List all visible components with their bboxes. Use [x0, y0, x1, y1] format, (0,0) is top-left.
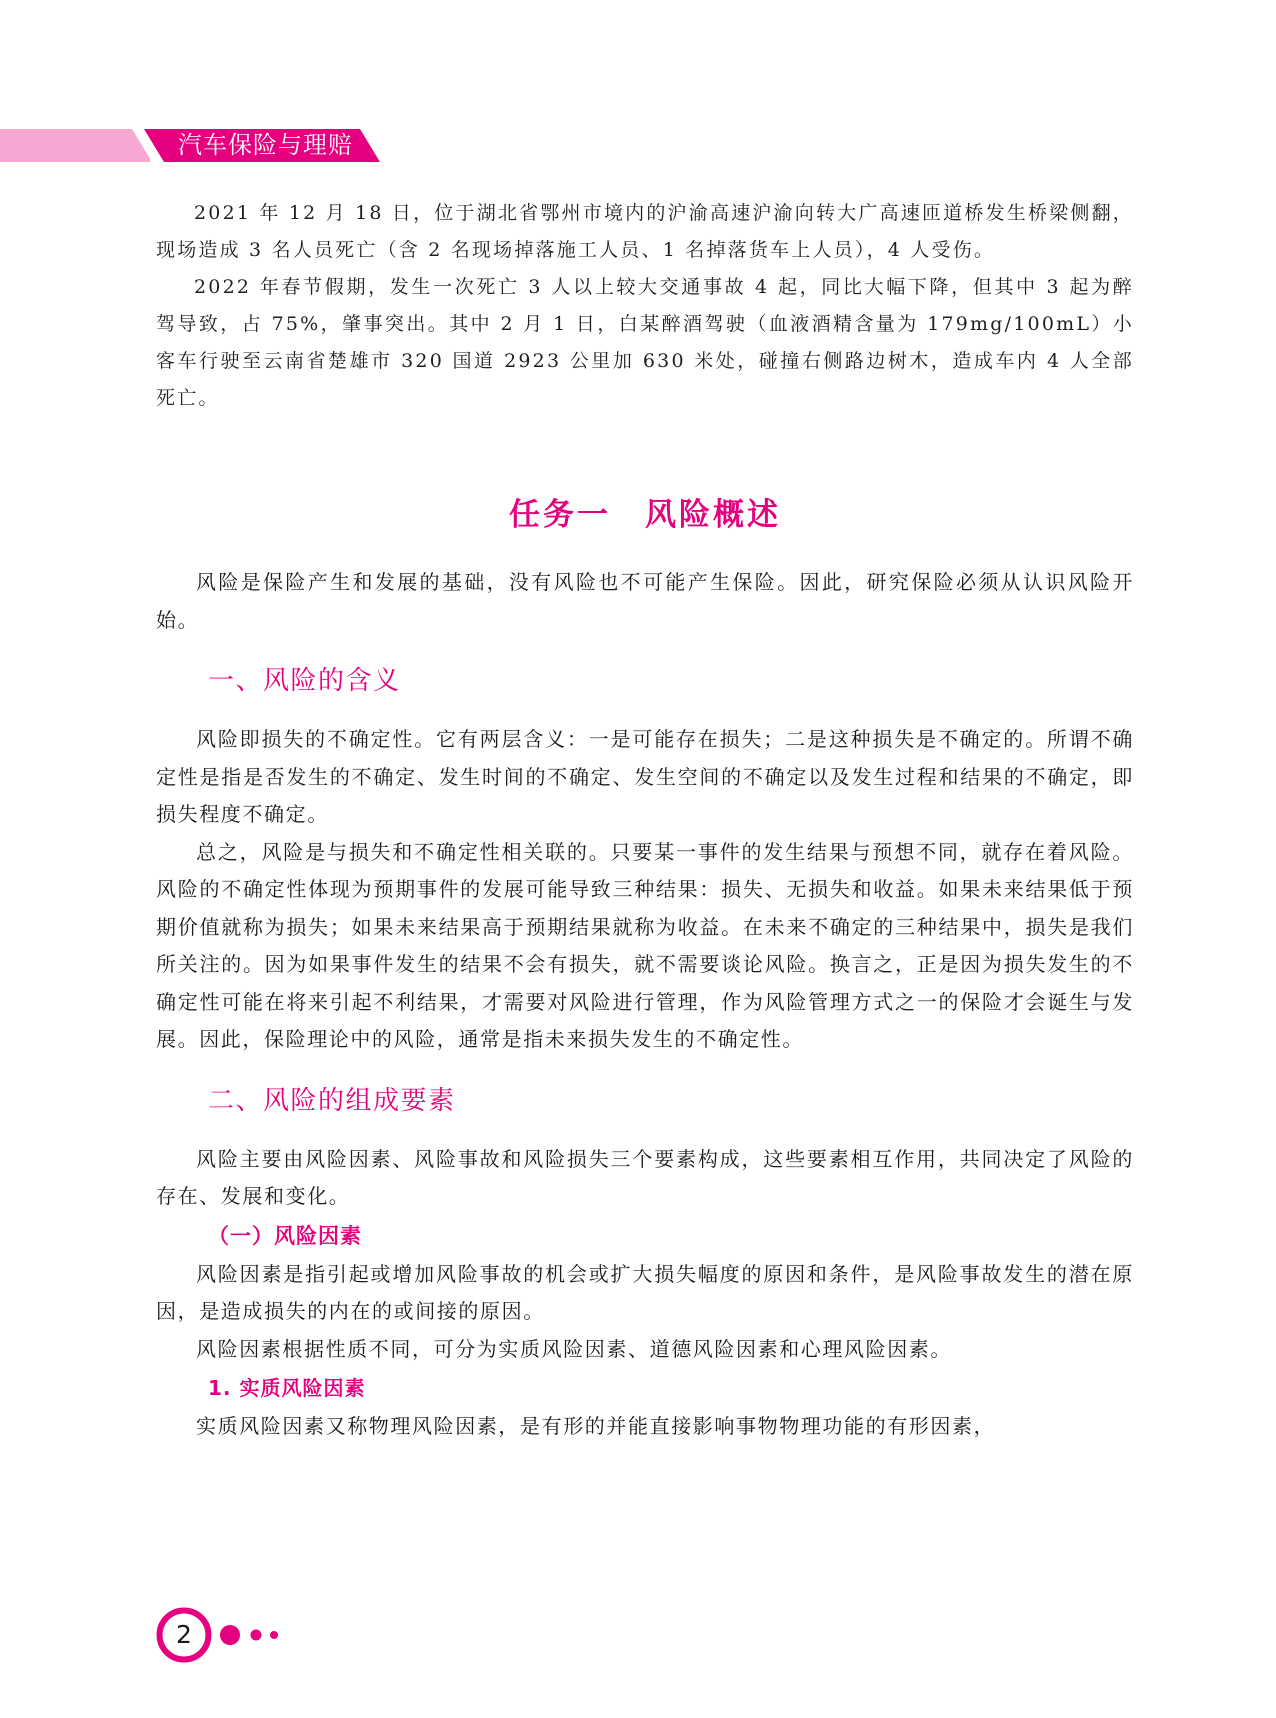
section-heading-elements: 二、风险的组成要素	[208, 1085, 456, 1116]
meaning-paragraph-2: 总之，风险是与损失和不确定性相关联的。只要某一事件的发生结果与预想不同，就存在着风险。风险的不确定性体现为预期事件的发展可能导致三种结果：损失、无损失和收益。如果未来结果低于预期价值就称为损失；如果未来结果高于预期结果就称为收益。在未来不确定的三种结果中，损失是我们所关注的。因为如果事件发生的结果不会有损失，就不需要谈论风险。换言之，正是因为损失发生的不确定性可能在将来引起不利结果，才需要对风险进行管理，作为风险管理方式之一的保险才会诞生与发展。因此，保险理论中的风险，通常是指未来损失发生的不确定性。	[156, 839, 1134, 1051]
item-heading-physical-factors: 1. 实质风险因素	[208, 1376, 366, 1400]
header-band-light	[0, 129, 150, 162]
task-title: 任务一 风险概述	[509, 497, 781, 533]
case-block	[156, 195, 1134, 417]
meaning-paragraph-1: 风险即损失的不确定性。它有两层含义：一是可能存在损失；二是这种损失是不确定的。所谓不确定性是指是否发生的不确定、发生时间的不确定、发生空间的不确定以及发生过程和结果的不确定，即损失程度不确定。	[156, 727, 1134, 826]
page-content	[156, 195, 1134, 1446]
risk-factors-paragraph-2: 风险因素根据性质不同，可分为实质风险因素、道德风险因素和心理风险因素。	[196, 1336, 952, 1361]
elements-intro-paragraph: 风险主要由风险因素、风险事故和风险损失三个要素构成，这些要素相互作用，共同决定了风险的存在、发展和变化。	[156, 1146, 1134, 1208]
physical-factors-paragraph: 实质风险因素又称物理风险因素，是有形的并能直接影响事物物理功能的有形因素，	[196, 1414, 996, 1438]
case-paragraph-1: 2021 年 12 月 18 日，位于湖北省鄂州市境内的沪渝高速沪渝向转大广高速匝道桥发生桥梁侧翻，现场造成 3 名人员死亡（含 2 名现场掉落施工人员、1 名掉落货车上人员），4 人受伤。	[156, 202, 1134, 261]
running-header-title: 汽车保险与理赔	[178, 131, 353, 159]
dot-small	[270, 1631, 278, 1639]
dot-medium	[251, 1630, 262, 1641]
dot-large	[220, 1625, 240, 1645]
section-heading-meaning: 一、风险的含义	[208, 666, 401, 696]
case-paragraph-2: 2022 年春节假期，发生一次死亡 3 人以上较大交通事故 4 起，同比大幅下降，但其中 3 起为醉驾导致，占 75%，肇事突出。其中 2 月 1 日，白某醉酒驾驶（血液酒精含量为 179mg/100mL）小客车行驶至云南省楚雄市 320 国道 2923 公里加 630 米处，碰撞右侧路边树木，造成车内 4 人全部死亡。	[156, 276, 1134, 409]
intro-paragraph: 风险是保险产生和发展的基础，没有风险也不可能产生保险。因此，研究保险必须从认识风险开始。	[156, 570, 1134, 632]
risk-factors-paragraph-1: 风险因素是指引起或增加风险事故的机会或扩大损失幅度的原因和条件，是风险事故发生的潜在原因，是造成损失的内在的或间接的原因。	[156, 1261, 1134, 1323]
page-number: 2	[176, 1620, 192, 1649]
page-dots-decoration	[218, 1622, 298, 1648]
subsection-heading-risk-factors: （一）风险因素	[208, 1223, 362, 1248]
